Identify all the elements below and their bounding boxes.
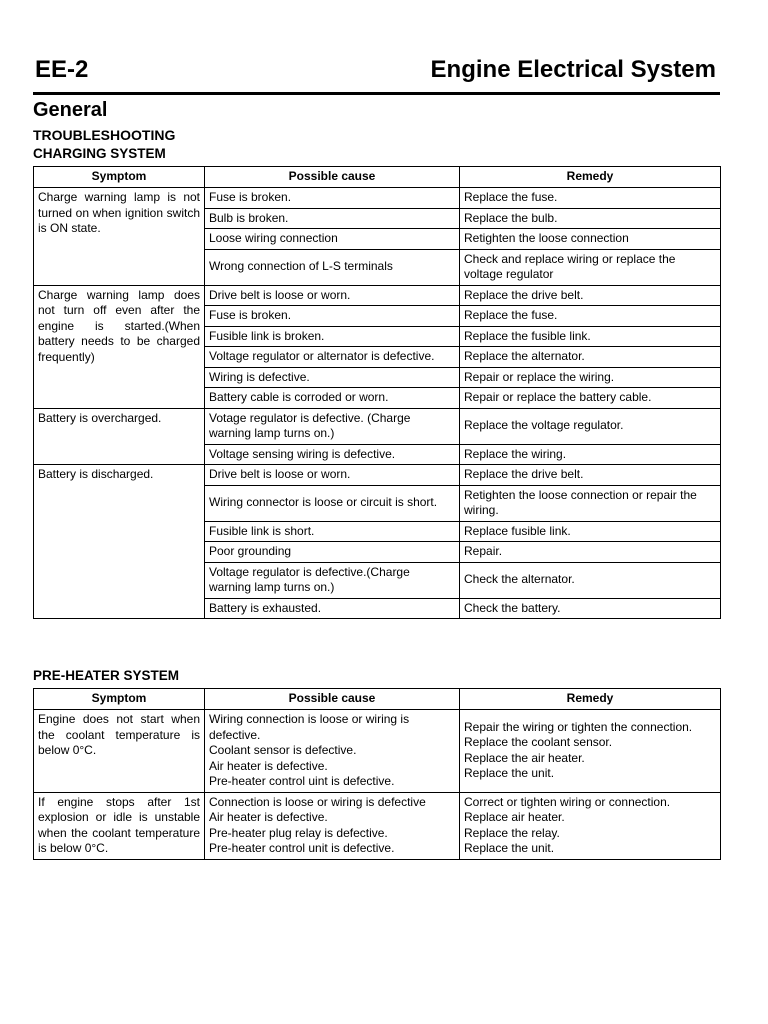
symptom-cell: Battery is overcharged. bbox=[34, 408, 205, 465]
symptom-cell: If engine stops after 1st explosion or idle is unstable when the coolant temperature is below 0°C. bbox=[34, 792, 205, 859]
cause-cell: Fusible link is short. bbox=[205, 521, 460, 542]
cause-cell: Drive belt is loose or worn. bbox=[205, 465, 460, 486]
cause-cell: Wiring is defective. bbox=[205, 367, 460, 388]
table-row bbox=[34, 710, 721, 793]
remedy-cell: Repair the wiring or tighten the connection. Replace the coolant sensor. Replace the air heater. Replace the unit. bbox=[460, 710, 721, 793]
table-row bbox=[34, 285, 721, 306]
remedy-cell: Check and replace wiring or replace the voltage regulator bbox=[460, 249, 721, 285]
remedy-cell: Repair or replace the wiring. bbox=[460, 367, 721, 388]
symptom-cell: Charge warning lamp is not turned on when ignition switch is ON state. bbox=[34, 188, 205, 286]
charging-system-table bbox=[33, 166, 721, 619]
cause-cell: Drive belt is loose or worn. bbox=[205, 285, 460, 306]
cause-cell: Wrong connection of L-S terminals bbox=[205, 249, 460, 285]
cause-cell: Wiring connection is loose or wiring is defective. Coolant sensor is defective. Air heater is defective. Pre-heater control uint is defective. bbox=[205, 710, 460, 793]
remedy-cell: Repair or replace the battery cable. bbox=[460, 388, 721, 409]
column-header-cause: Possible cause bbox=[205, 167, 460, 188]
column-header-cause: Possible cause bbox=[205, 689, 460, 710]
preheater-system-table bbox=[33, 688, 721, 860]
column-header-remedy: Remedy bbox=[460, 689, 721, 710]
cause-cell: Battery is exhausted. bbox=[205, 598, 460, 619]
table-row bbox=[34, 408, 721, 444]
table-row bbox=[34, 792, 721, 859]
remedy-cell: Check the battery. bbox=[460, 598, 721, 619]
table-header-row bbox=[34, 689, 721, 710]
cause-cell: Poor grounding bbox=[205, 542, 460, 563]
preheater-system-heading: PRE-HEATER SYSTEM bbox=[33, 668, 180, 683]
cause-cell: Wiring connector is loose or circuit is short. bbox=[205, 485, 460, 521]
remedy-cell: Replace the voltage regulator. bbox=[460, 408, 721, 444]
remedy-cell: Replace the alternator. bbox=[460, 347, 721, 368]
table-row bbox=[34, 465, 721, 486]
remedy-cell: Replace the fusible link. bbox=[460, 326, 721, 347]
cause-cell: Battery cable is corroded or worn. bbox=[205, 388, 460, 409]
column-header-symptom: Symptom bbox=[34, 167, 205, 188]
remedy-cell: Check the alternator. bbox=[460, 562, 721, 598]
symptom-cell: Engine does not start when the coolant temperature is below 0°C. bbox=[34, 710, 205, 793]
charging-system-heading: CHARGING SYSTEM bbox=[33, 146, 166, 161]
cause-cell: Fuse is broken. bbox=[205, 188, 460, 209]
remedy-cell: Replace the fuse. bbox=[460, 188, 721, 209]
column-header-remedy: Remedy bbox=[460, 167, 721, 188]
cause-cell: Loose wiring connection bbox=[205, 229, 460, 250]
remedy-cell: Replace the drive belt. bbox=[460, 285, 721, 306]
remedy-cell: Repair. bbox=[460, 542, 721, 563]
table-row bbox=[34, 188, 721, 209]
symptom-cell: Charge warning lamp does not turn off even after the engine is started.(When battery needs to be charged frequently) bbox=[34, 285, 205, 408]
troubleshooting-heading: TROUBLESHOOTING bbox=[33, 127, 176, 143]
remedy-cell: Replace the fuse. bbox=[460, 306, 721, 327]
page-header bbox=[33, 56, 720, 95]
section-title: General bbox=[33, 99, 108, 121]
cause-cell: Voltage regulator is defective.(Charge warning lamp turns on.) bbox=[205, 562, 460, 598]
remedy-cell: Replace the drive belt. bbox=[460, 465, 721, 486]
remedy-cell: Replace the bulb. bbox=[460, 208, 721, 229]
table-header-row bbox=[34, 167, 721, 188]
cause-cell: Fusible link is broken. bbox=[205, 326, 460, 347]
cause-cell: Fuse is broken. bbox=[205, 306, 460, 327]
remedy-cell: Retighten the loose connection bbox=[460, 229, 721, 250]
cause-cell: Bulb is broken. bbox=[205, 208, 460, 229]
document-title: Engine Electrical System bbox=[430, 56, 716, 83]
remedy-cell: Retighten the loose connection or repair the wiring. bbox=[460, 485, 721, 521]
page-id: EE-2 bbox=[35, 56, 89, 83]
remedy-cell: Replace the wiring. bbox=[460, 444, 721, 465]
cause-cell: Votage regulator is defective. (Charge warning lamp turns on.) bbox=[205, 408, 460, 444]
cause-cell: Connection is loose or wiring is defective Air heater is defective. Pre-heater plug relay is defective. Pre-heater control unit is defective. bbox=[205, 792, 460, 859]
remedy-cell: Replace fusible link. bbox=[460, 521, 721, 542]
remedy-cell: Correct or tighten wiring or connection. Replace air heater. Replace the relay. Replace the unit. bbox=[460, 792, 721, 859]
cause-cell: Voltage sensing wiring is defective. bbox=[205, 444, 460, 465]
cause-cell: Voltage regulator or alternator is defective. bbox=[205, 347, 460, 368]
symptom-cell: Battery is discharged. bbox=[34, 465, 205, 619]
column-header-symptom: Symptom bbox=[34, 689, 205, 710]
